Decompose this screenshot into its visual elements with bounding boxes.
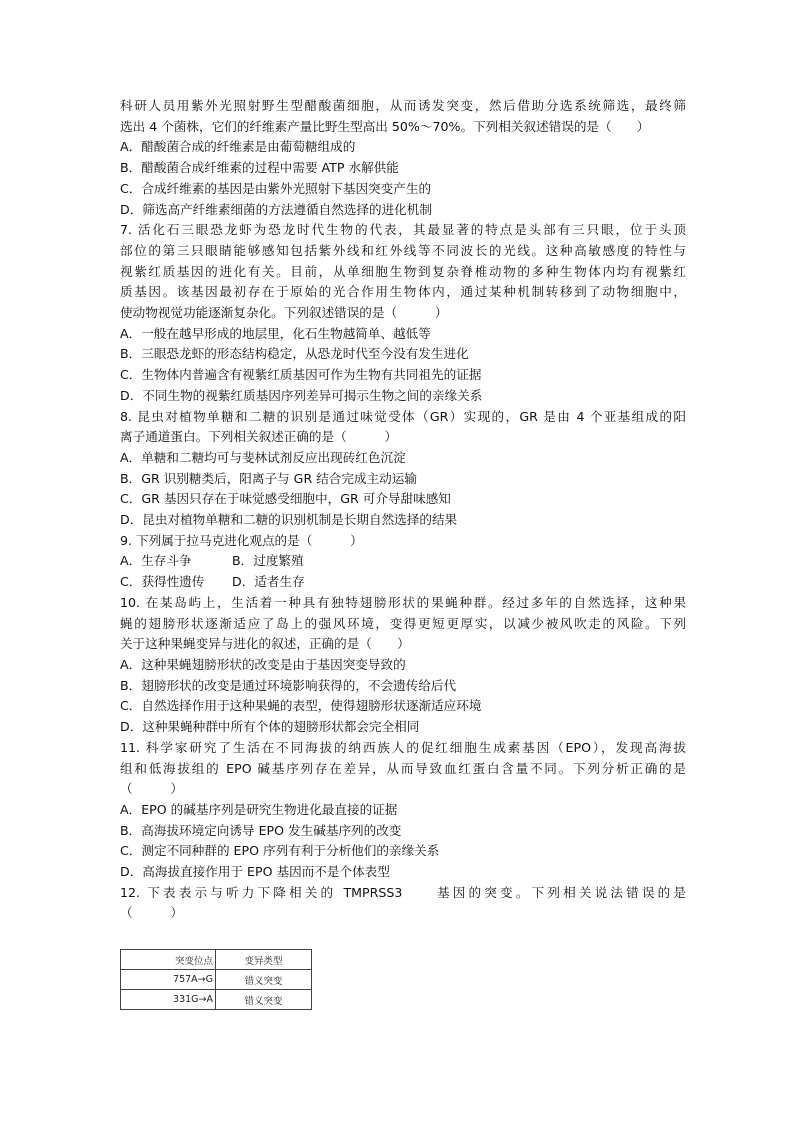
- option-c: C．GR 基因只存在于味觉感受细胞中，GR 可介导甜味感知: [120, 491, 451, 507]
- option-a: A．生存斗争: [120, 553, 192, 569]
- question-12: [120, 883, 686, 924]
- option-a: A．一般在越早形成的地层里，化石生物越简单、越低等: [120, 325, 431, 341]
- option-d: D．筛选高产纤维素细菌的方法遵循自然选择的进化机制: [120, 201, 432, 217]
- question-stem-line: 使动物视觉功能逐渐复杂化。下列叙述错误的是（ ）: [120, 305, 448, 321]
- question-stem-line: 质基因。该基因最初存在于原始的光合作用生物体内，通过某种机制转移到了动物细胞中，: [120, 284, 686, 300]
- option-b: B．三眼恐龙虾的形态结构稳定，从恐龙时代至今没有发生进化: [120, 346, 469, 362]
- option-d: D．适者生存: [232, 574, 305, 590]
- option-c: C．获得性遗传: [120, 574, 205, 590]
- exam-page: [120, 96, 686, 924]
- question-stem-line: 离子通道蛋白。下列相关叙述正确的是（ ）: [120, 429, 398, 445]
- question-11: [120, 738, 686, 883]
- option-a: A．醋酸菌合成的纤维素是由葡萄糖组成的: [120, 139, 356, 155]
- option-a: A．这种果蝇翅膀形状的改变是由于基因突变导致的: [120, 656, 406, 672]
- option-b: B．过度繁殖: [232, 553, 304, 569]
- question-stem-line: 科研人员用紫外光照射野生型醋酸菌细胞，从而诱发突变，然后借助分选系统筛选，最终筛: [120, 98, 686, 113]
- question-7: [120, 220, 686, 406]
- option-b: B．翅膀形状的改变是通过环境影响获得的，不会遗传给后代: [120, 677, 457, 693]
- question-9: [120, 531, 686, 593]
- question-10: [120, 593, 686, 738]
- table-cell: 错义突变: [216, 990, 312, 1010]
- option-a: A．单糖和二糖均可与斐林试剂反应出现砖红色沉淀: [120, 449, 406, 465]
- option-c: C．生物体内普遍含有视紫红质基因可作为生物有共同祖先的证据: [120, 367, 482, 383]
- table-row: [121, 970, 312, 990]
- table-row: [121, 990, 312, 1010]
- question-stem-line: 8. 昆虫对植物单糖和二糖的识别是通过味觉受体（GR）实现的，GR 是由 4 个亚基组成的阳: [120, 408, 686, 424]
- option-d: D．不同生物的视紫红质基因序列差异可揭示生物之间的亲缘关系: [120, 387, 483, 403]
- question-8: [120, 407, 686, 531]
- option-b: B．GR 识别糖类后，阳离子与 GR 结合完成主动运输: [120, 470, 417, 486]
- option-c: C．测定不同种群的 EPO 序列有利于分析他们的亲缘关系: [120, 843, 440, 859]
- question-stem-line: 10. 在某岛屿上，生活着一种具有独特翅膀形状的果蝇种群。经过多年的自然选择，这种果: [120, 594, 686, 610]
- question-stem-line: 选出 4 个菌株，它们的纤维素产量比野生型高出 50%～70%。下列相关叙述错误的是（ ）: [120, 118, 650, 134]
- table-header-cell: 变异类型: [216, 950, 312, 970]
- question-stem-line: 7. 活化石三眼恐龙虾为恐龙时代生物的代表，其最显著的特点是头部有三只眼，位于头顶: [120, 222, 686, 238]
- question-stem-line: 关于这种果蝇变异与进化的叙述，正确的是（ ）: [120, 636, 410, 652]
- option-d: D．高海拔直接作用于 EPO 基因而不是个体表型: [120, 864, 390, 880]
- option-b: B．醋酸菌合成纤维素的过程中需要 ATP 水解供能: [120, 160, 399, 176]
- question-stem-line: 视紫红质基因的进化有关。目前，从单细胞生物到复杂脊椎动物的多种生物体内均有视紫红: [120, 263, 686, 279]
- table-header-cell: 突变位点: [121, 950, 216, 970]
- question-stem-line: 9. 下列属于拉马克进化观点的是（ ）: [120, 532, 363, 548]
- option-a: A．EPO 的碱基序列是研究生物进化最直接的证据: [120, 801, 398, 817]
- option-row: [120, 551, 686, 572]
- question-stem-line: 部位的第三只眼睛能够感知包括紫外线和红外线等不同波长的光线。这种高敏感度的特性与: [120, 242, 686, 258]
- question-stem-line: 蝇的翅膀形状逐渐适应了岛上的强风环境，变得更短更厚实，以减少被风吹走的风险。下列: [120, 615, 686, 631]
- table-cell: 331G→A: [121, 990, 216, 1010]
- question-stem-line: （ ）: [120, 781, 183, 797]
- question-stem-line: 组和低海拔组的 EPO 碱基序列存在差异，从而导致血红蛋白含量不同。下列分析正确的是: [120, 760, 686, 776]
- table-cell: 错义突变: [216, 970, 312, 990]
- option-row: [120, 572, 686, 593]
- question-6: [120, 96, 686, 220]
- table-header-row: [121, 950, 312, 970]
- option-c: C．自然选择作用于这种果蝇的表型，使得翅膀形状逐渐适应环境: [120, 698, 482, 714]
- option-d: D．昆虫对植物单糖和二糖的识别机制是长期自然选择的结果: [120, 512, 458, 528]
- table-cell: 757A→G: [121, 970, 216, 990]
- option-d: D．这种果蝇种群中所有个体的翅膀形状都会完全相同: [120, 719, 420, 735]
- option-b: B．高海拔环境定向诱导 EPO 发生碱基序列的改变: [120, 822, 402, 838]
- mutation-table: [120, 949, 312, 1010]
- question-stem-line: 12. 下表表示与听力下降相关的 TMPRSS3 基因的突变。下列相关说法错误的是: [120, 884, 686, 900]
- option-c: C．合成纤维素的基因是由紫外光照射下基因突变产生的: [120, 180, 432, 196]
- question-stem-line: 11. 科学家研究了生活在不同海拔的纳西族人的促红细胞生成素基因（EPO），发现高海拔: [120, 739, 686, 755]
- question-stem-line: （ ）: [120, 905, 183, 921]
